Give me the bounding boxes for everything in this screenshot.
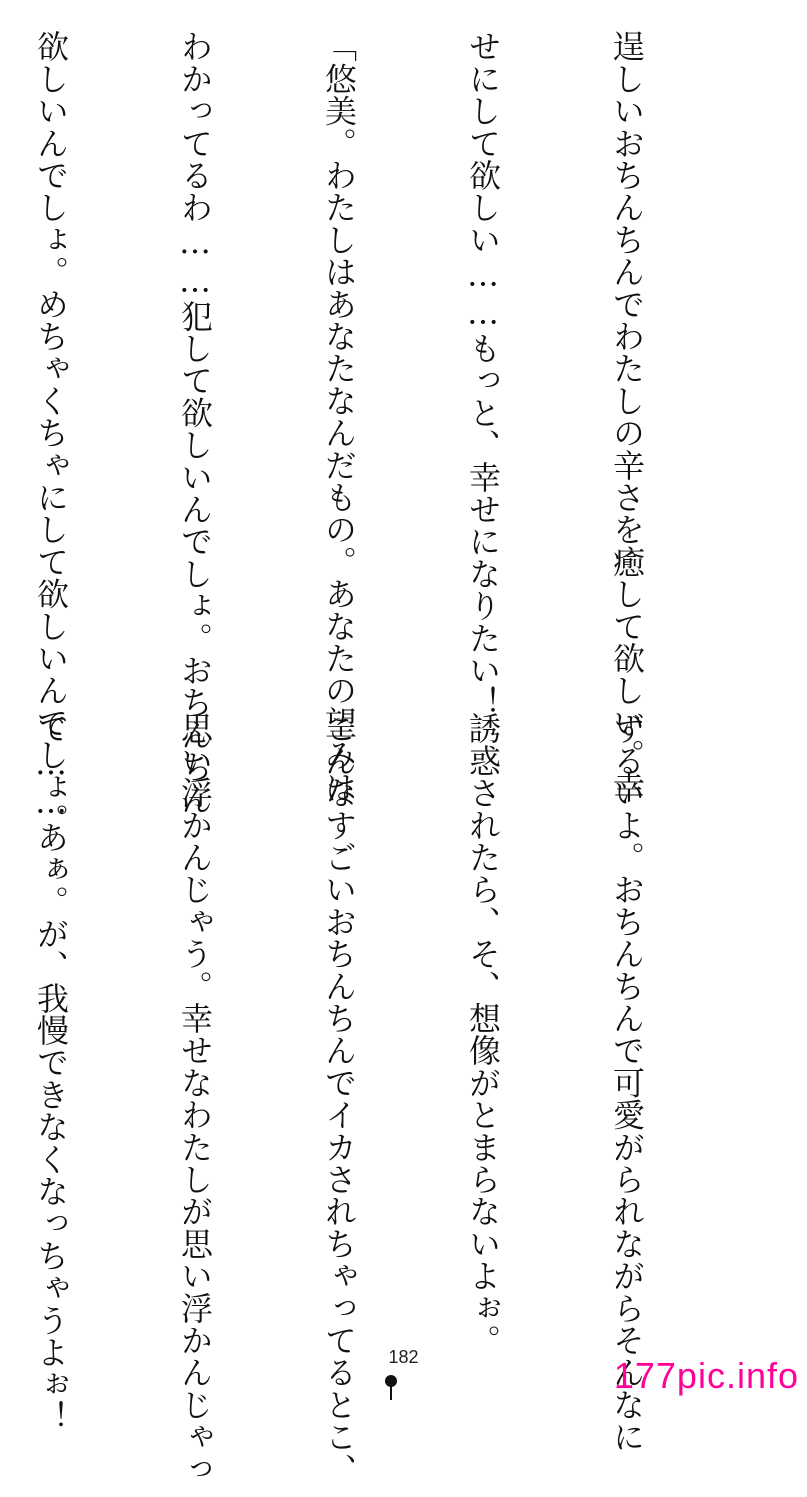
top-text-block bbox=[32, 30, 747, 835]
text-line: わかってるわ……犯して欲しいんでしょ。おちんちん bbox=[176, 30, 214, 815]
text-line: 逞しいおちんちんでわたしの辛さを癒して欲しい。幸 bbox=[608, 30, 646, 803]
page-marker-line bbox=[390, 1386, 392, 1400]
text-line: ずるいよ。おちんちんで可愛がられながらそんなに bbox=[608, 712, 646, 1453]
text-line: 誘惑されたら、そ、想像がとまらないよぉ。 bbox=[464, 712, 502, 1356]
text-line: 思い浮かんじゃう。幸せなわたしが思い浮かんじゃっ bbox=[176, 712, 214, 1485]
page-number: 182 bbox=[388, 1347, 419, 1367]
text-line: せにして欲しい……もっと、幸せになりたい！ bbox=[464, 30, 502, 719]
text-line: こんなすごいおちんちんでイカされちゃってるとこ、 bbox=[320, 712, 358, 1485]
text-line: 「悠美。わたしはあなたなんだもの。あなたの望みは bbox=[320, 30, 358, 803]
watermark: 177pic.info bbox=[613, 1355, 799, 1396]
text-line: 欲しいんでしょ。めちゃくちゃにして欲しいんでしょ。 bbox=[32, 30, 70, 835]
text-line: て……あぁ。が、我慢できなくなっちゃうよぉ！ bbox=[32, 712, 70, 1433]
